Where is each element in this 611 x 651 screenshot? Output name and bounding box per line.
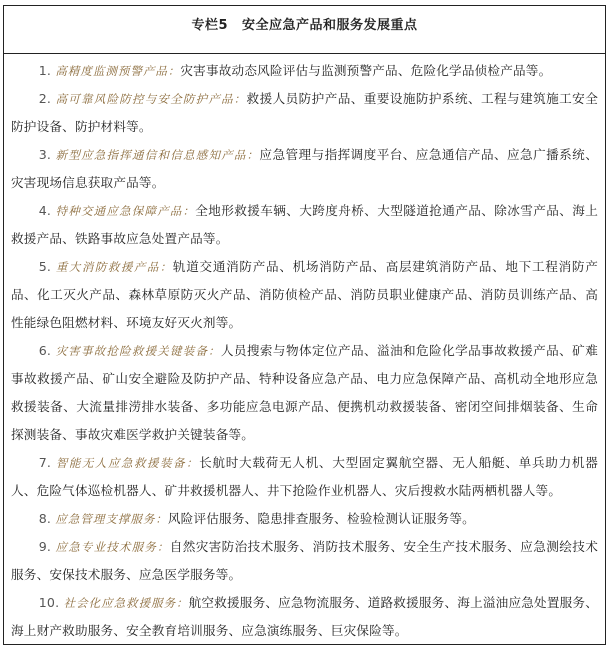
- list-item: [11, 337, 598, 449]
- feature-box-table: [3, 5, 606, 645]
- item-label: 应急管理支撑服务：: [55, 512, 168, 526]
- item-label: 智能无人应急救援装备：: [55, 456, 200, 470]
- item-number: 6.: [38, 343, 52, 358]
- item-text: 人员搜索与物体定位产品、溢油和危险化学品事故救援产品、矿难事故救援产品、矿山安全避险及防护产品、特种设备应急产品、电力应急保障产品、高机动全地形应急救援装备、大流量排涝排水装备、多功能应急电源产品、便携机动救援装备、密闭空间排烟装备、生命探测装备、事故灾难医学救护关键装备等。: [11, 343, 598, 442]
- item-text: 救援人员防护产品、重要设施防护系统、工程与建筑施工安全防护设备、防护材料等。: [11, 91, 598, 134]
- item-text: 应急管理与指挥调度平台、应急通信产品、应急广播系统、灾害现场信息获取产品等。: [11, 147, 598, 190]
- item-label: 高可靠风险防控与安全防护产品：: [55, 92, 247, 106]
- item-text: 轨道交通消防产品、机场消防产品、高层建筑消防产品、地下工程消防产品、化工灭火产品、森林草原防灭火产品、消防侦检产品、消防员职业健康产品、消防员训练产品、高性能绿色阻燃材料、环境友好灭火剂等。: [11, 259, 598, 330]
- item-number: 2.: [38, 91, 52, 106]
- list-item: [11, 85, 598, 141]
- item-label: 应急专业技术服务：: [55, 540, 170, 554]
- item-label: 高精度监测预警产品：: [55, 64, 181, 78]
- item-number: 9.: [38, 539, 52, 554]
- item-text: 自然灾害防治技术服务、消防技术服务、安全生产技术服务、应急测绘技术服务、安保技术服务、应急医学服务等。: [11, 539, 598, 582]
- item-list: [4, 54, 605, 645]
- item-number: 3.: [38, 147, 52, 162]
- list-item: [11, 589, 598, 645]
- item-label: 新型应急指挥通信和信息感知产品：: [55, 148, 260, 162]
- list-item: [11, 141, 598, 197]
- item-number: 4.: [38, 203, 52, 218]
- item-number: 8.: [38, 511, 52, 526]
- item-number: 5.: [38, 259, 52, 274]
- item-number: 1.: [38, 63, 52, 78]
- item-text: 灾害事故动态风险评估与监测预警产品、危险化学品侦检产品等。: [180, 63, 552, 78]
- item-text: 全地形救援车辆、大跨度舟桥、大型隧道抢通产品、除冰雪产品、海上救援产品、铁路事故应急处置产品等。: [11, 203, 598, 246]
- list-item: [11, 505, 598, 533]
- list-item: [11, 533, 598, 589]
- item-label: 重大消防救援产品：: [55, 260, 173, 274]
- box-title: [4, 6, 605, 54]
- box-number: 专栏5: [191, 18, 229, 33]
- item-number: 7.: [38, 455, 52, 470]
- item-label: 社会化应急救援服务：: [63, 596, 189, 610]
- item-label: 灾害事故抢险救援关键装备：: [55, 344, 221, 358]
- item-text: 风险评估服务、隐患排查服务、检验检测认证服务等。: [167, 511, 475, 526]
- list-item: [11, 57, 598, 85]
- list-item: [11, 253, 598, 337]
- box-title-text: 安全应急产品和服务发展重点: [242, 18, 418, 33]
- item-number: 10.: [38, 595, 60, 610]
- list-item: [11, 449, 598, 505]
- item-text: 长航时大载荷无人机、大型固定翼航空器、无人船艇、单兵助力机器人、危险气体巡检机器人、矿井救援机器人、井下抢险作业机器人、灾后搜救水陆两栖机器人等。: [11, 455, 599, 498]
- item-text: 航空救援服务、应急物流服务、道路救援服务、海上溢油应急处置服务、海上财产救助服务、安全教育培训服务、应急演练服务、巨灾保险等。: [11, 595, 599, 638]
- item-label: 特种交通应急保障产品：: [55, 204, 196, 218]
- list-item: [11, 197, 598, 253]
